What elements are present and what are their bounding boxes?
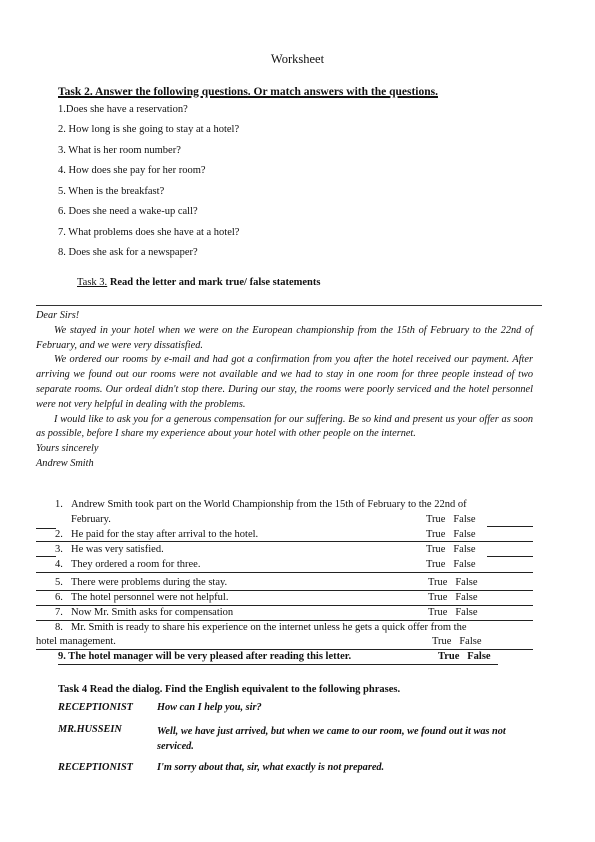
- row-rule: [36, 649, 533, 650]
- statement-5-text: There were problems during the stay.: [71, 577, 228, 588]
- statement-2-text: He paid for the stay after arrival to the hotel.: [71, 529, 259, 540]
- statement-9-underline: [58, 664, 498, 665]
- statement-2-true-false[interactable]: True False: [426, 529, 476, 540]
- statement-3-number: 3.: [55, 544, 63, 555]
- question-4: 4. How does she pay for her room?: [58, 165, 206, 176]
- row-rule: [36, 620, 533, 621]
- row-rule: [36, 590, 533, 591]
- statement-1-text-line1: Andrew Smith took part on the World Championship from the 15th of February to the 22nd of: [71, 499, 467, 510]
- letter-paragraph-3: I would like to ask you for a generous compensation for our suffering. Be so kind and present us your offer as soon as possible, before I share my experience about your hotel with other people on the internet.: [36, 413, 533, 440]
- task3-label: Task 3.: [77, 277, 108, 288]
- statement-9-true-false[interactable]: True False: [438, 651, 491, 662]
- letter-greeting: Dear Sirs!: [36, 310, 80, 321]
- statement-6-text: The hotel personnel were not helpful.: [71, 592, 229, 603]
- dialog-speaker-2: MR.HUSSEIN: [58, 724, 122, 735]
- statement-6-true-false[interactable]: True False: [428, 592, 478, 603]
- row-rule: [36, 572, 533, 573]
- dialog-line-3: I'm sorry about that, sir, what exactly is not prepared.: [157, 762, 385, 773]
- letter-signature: Andrew Smith: [36, 457, 94, 469]
- statement-1-text-line2: February.: [71, 514, 111, 525]
- row-rule: [36, 605, 533, 606]
- statement-4-text: They ordered a room for three.: [71, 559, 201, 570]
- left-rule: [36, 556, 56, 557]
- question-2: 2. How long is she going to stay at a hotel?: [58, 124, 240, 135]
- statement-7-number: 7.: [55, 607, 63, 618]
- statement-6-number: 6.: [55, 592, 63, 603]
- answer-line: [487, 556, 533, 557]
- statement-7-true-false[interactable]: True False: [428, 607, 478, 618]
- row-rule: [36, 541, 533, 542]
- letter-top-rule: [36, 305, 542, 306]
- statement-1-number: 1.: [55, 499, 63, 510]
- statement-4-true-false[interactable]: True False: [426, 559, 476, 570]
- letter-closing: Yours sincerely: [36, 443, 99, 455]
- statement-5-true-false[interactable]: True False: [428, 577, 478, 588]
- question-7: 7. What problems does she have at a hotel?: [58, 227, 240, 238]
- letter-paragraph-2: We ordered our rooms by e-mail and had got a confirmation from you after the hotel received our payment. After arriving we found out our rooms were not available and we had to stay in one room for three people instead of two separate rooms. Our ordeal didn't stop there. During our stay, the rooms were poorly serviced and the hotel personnel were not very helpful in dealing with the problems.: [36, 354, 533, 410]
- question-3: 3. What is her room number?: [58, 145, 181, 156]
- statement-3-true-false[interactable]: True False: [426, 544, 476, 555]
- letter-paragraph-1: We stayed in your hotel when we were on the European championship from the 15th of February to the 22nd of February, and we were very dissatisfied.: [36, 324, 533, 351]
- statement-8-text-line2: hotel management.: [36, 636, 116, 647]
- task3-instruction: Read the letter and mark true/ false statements: [107, 277, 321, 288]
- statement-2-number: 2.: [55, 529, 63, 540]
- statement-8-text-line1: Mr. Smith is ready to share his experience on the internet unless he gets a quick offer from the: [71, 622, 467, 633]
- task4-heading: Task 4 Read the dialog. Find the English equivalent to the following phrases.: [58, 684, 401, 695]
- statement-7-text: Now Mr. Smith asks for compensation: [71, 607, 234, 618]
- statement-9-text: 9. The hotel manager will be very pleased after reading this letter.: [58, 651, 352, 662]
- dialog-speaker-3: RECEPTIONIST: [58, 762, 133, 773]
- letter: [36, 309, 533, 472]
- left-rule: [36, 528, 56, 529]
- task3-heading: [77, 277, 320, 288]
- question-5: 5. When is the breakfast?: [58, 186, 165, 197]
- page-title: Worksheet: [270, 52, 325, 66]
- question-6: 6. Does she need a wake-up call?: [58, 206, 198, 217]
- statement-8-true-false[interactable]: True False: [432, 636, 482, 647]
- statement-3-text: He was very satisfied.: [71, 544, 164, 555]
- statement-4-number: 4.: [55, 559, 63, 570]
- answer-line: [487, 526, 533, 527]
- statement-5-number: 5.: [55, 577, 63, 588]
- statement-8-number: 8.: [55, 622, 63, 633]
- dialog-line-1: How can I help you, sir?: [157, 702, 262, 713]
- dialog-speaker-1: RECEPTIONIST: [58, 702, 133, 713]
- statement-1-true-false[interactable]: True False: [426, 514, 476, 525]
- task2-heading: Task 2. Answer the following questions. Or match answers with the questions.: [58, 86, 438, 98]
- question-8: 8. Does she ask for a newspaper?: [58, 247, 198, 258]
- dialog-line-2: Well, we have just arrived, but when we came to our room, we found out it was not serviced.: [157, 726, 506, 752]
- question-1: 1.Does she have a reservation?: [58, 104, 188, 115]
- statement-1: [55, 499, 540, 510]
